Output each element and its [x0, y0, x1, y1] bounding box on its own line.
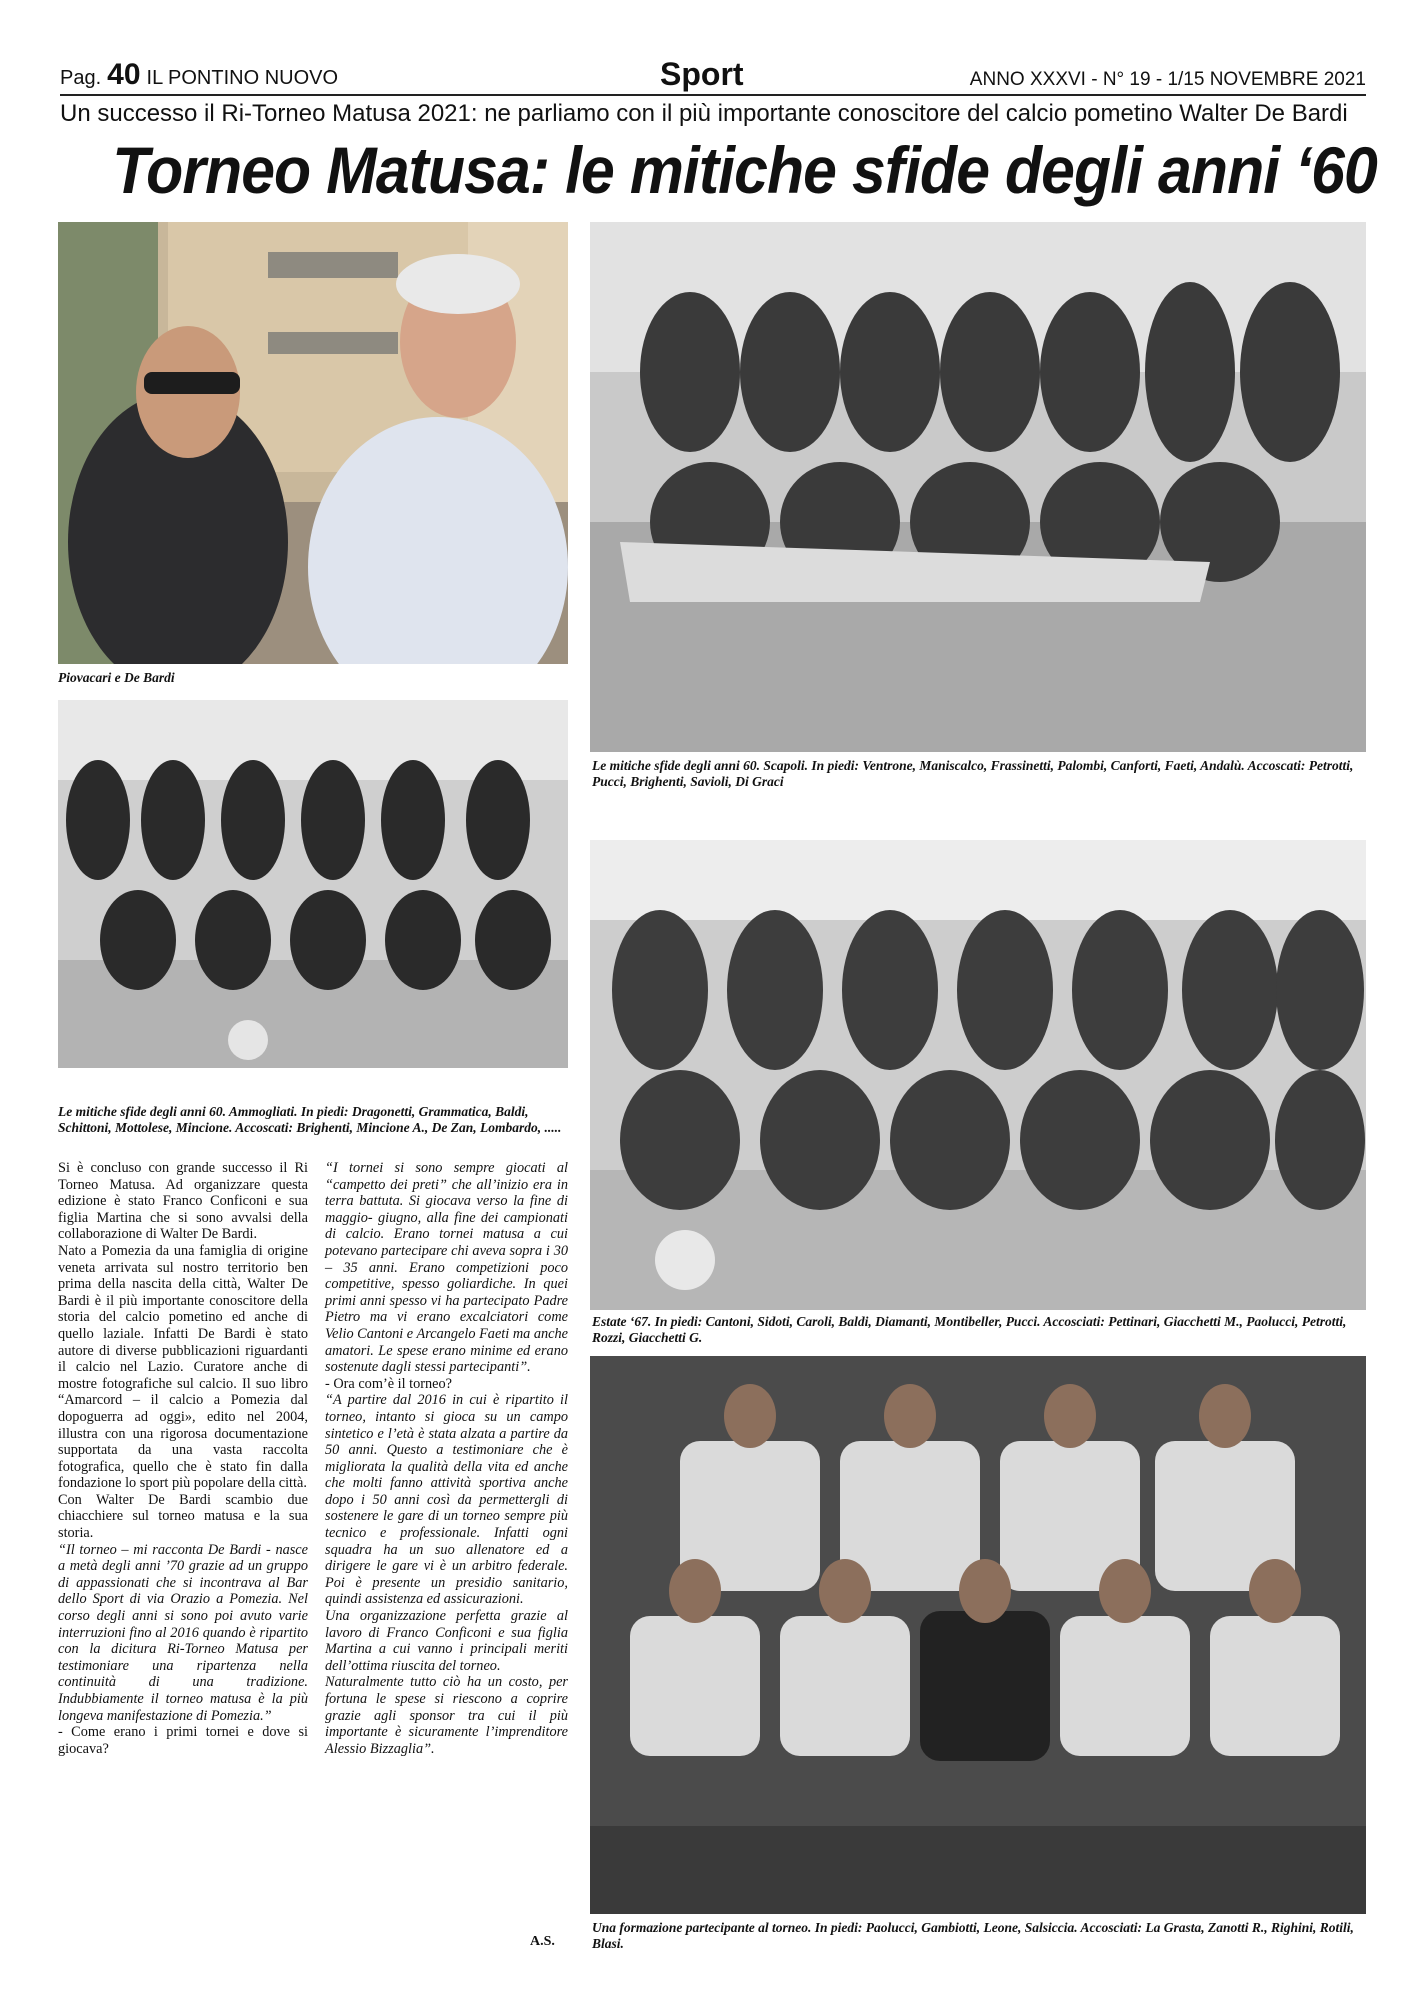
photo-scapoli: [590, 222, 1366, 752]
article-paragraph: Naturalmente tutto ciò ha un costo, per fortuna le spese si riescono a coprire grazie agli sponsor tra cui il più importante è sicuramente l’imprenditore Alessio Bizzaglia”.: [325, 1674, 568, 1757]
caption-scapoli: Le mitiche sfide degli anni 60. Scapoli. In piedi: Ventrone, Maniscalco, Frassinetti, Palombi, Canforti, Faeti, Andalù. Accoscati: Petrotti, Pucci, Brighenti, Savioli, Di Graci: [592, 758, 1354, 789]
article-column-left: [58, 1160, 308, 1757]
publication-name: IL PONTINO NUOVO: [146, 67, 339, 89]
issue-info: ANNO XXXVI - N° 19 - 1/15 NOVEMBRE 2021: [969, 69, 1366, 90]
article-signature: A.S.: [530, 1934, 555, 1949]
caption-estate-67: Estate ‘67. In piedi: Cantoni, Sidoti, Caroli, Baldi, Diamanti, Montibeller, Pucci. Accosciati: Pettinari, Giacchetti M., Paolucci, Petrotti, Rozzi, Giacchetti G.: [592, 1314, 1347, 1345]
page-number: 40: [107, 58, 141, 91]
article-subtitle: Un successo il Ri-Torneo Matusa 2021: ne parliamo con il più importante conoscitore del calcio pometino Walter De Bardi: [60, 100, 1348, 127]
photo-estate-67: [590, 840, 1366, 1310]
article-paragraph: Con Walter De Bardi scambio due chiacchiere sul torneo matusa e la sua storia.: [58, 1491, 308, 1542]
article-paragraph: “A partire dal 2016 in cui è ripartito il torneo, intanto si gioca su un campo sintetico e l’età è stata alzata a partire da 50 anni. Questo a testimoniare che è migliorata la qualità della vita ed anche che molti fanno attività sportiva anche dopo i 50 anni così da permettergli di sostenere le gare di un torneo sempre più tecnico e professionale. Infatti ogni squadra ha un suo allenatore ed a dirigere le gare vi è un arbitro federale. Poi è presente un presidio sanitario, quindi assistenza ed assicurazioni.: [325, 1392, 568, 1608]
article-headline: Torneo Matusa: le mitiche sfide degli anni ‘60: [112, 133, 1377, 207]
caption-portrait: Piovacari e De Bardi: [58, 670, 175, 685]
page-prefix: Pag.: [60, 67, 102, 89]
page-header: [60, 58, 1366, 96]
article-paragraph: Si è concluso con grande successo il Ri Torneo Matusa. Ad organizzare questa edizione è stato Franco Conficoni e sua figlia Martina che si sono avvalsi della collaborazione di Walter De Bardi.: [58, 1160, 308, 1243]
caption-formazione: Una formazione partecipante al torneo. In piedi: Paolucci, Gambiotti, Leone, Salsiccia. Accosciati: La Grasta, Zanotti R., Righini, Rotili, Blasi.: [592, 1920, 1354, 1951]
article-paragraph: “I tornei si sono sempre giocati al “campetto dei preti” che all’inizio era in terra battuta. Si giocava verso la fine di maggio- giugno, alla fine dei campionati di calcio. Erano tornei matusa a cui potevano partecipare chi aveva sopra i 30 – 35 anni. Erano competizioni poco competitive, spesso goliardiche. In quei primi anni spesso vi ha partecipato Padre Pietro ma vi erano excalciatori come Velio Cantoni e Arcangelo Faeti ma anche amatori. Le spese erano minime ed erano sostenute dagli stessi partecipanti”.: [325, 1160, 568, 1376]
article-paragraph: - Come erano i primi tornei e dove si giocava?: [58, 1724, 308, 1757]
article-paragraph: Una organizzazione perfetta grazie al lavoro di Franco Conficoni e sua figlia Martina a cui vanno i principali meriti dell’ottima riuscita del torneo.: [325, 1608, 568, 1674]
article-paragraph: “Il torneo – mi racconta De Bardi - nasce a metà degli anni ’70 grazie ad un gruppo di appassionati che si incontrava al Bar dello Sport di via Orazio a Pomezia. Nel corso degli anni si sono poi avuto varie interruzioni fino al 2016 quando è ripartito con la dicitura Ri-Torneo Matusa per testimoniare una ripartenza nella continuità di una tradizione. Indubbiamente il torneo matusa è la più longeva manifestazione di Pomezia.”: [58, 1541, 308, 1724]
article-paragraph: - Ora com’è il torneo?: [325, 1375, 453, 1392]
photo-portrait: [58, 222, 568, 664]
photo-formazione: [590, 1356, 1366, 1914]
article-paragraph: Nato a Pomezia da una famiglia di origine veneta arrivata sul nostro territorio ben prima della nascita della città, Walter De Bardi è il più importante conoscitore della storia del calcio pometino ed anche di quello laziale. Infatti De Bardi è stato autore di diverse pubblicazioni riguardanti il calcio nel Lazio. Curatore anche di mostre fotografiche sul calcio. Il suo libro “Amarcord – il calcio a Pomezia dal dopoguerra ad oggi», edito nel 2004, illustra con una rigorosa documentazione supportata da una vasta raccolta fotografica, quello che è stato fin dalla fondazione lo sport più popolare della città.: [58, 1242, 308, 1492]
article-column-right: [325, 1160, 568, 1757]
caption-ammogliati: Le mitiche sfide degli anni 60. Ammogliati. In piedi: Dragonetti, Grammatica, Baldi, Schittoni, Mottolese, Mincione. Accoscati: Brighenti, Mincione A., De Zan, Lombardo, .....: [58, 1104, 562, 1135]
photo-ammogliati: [58, 700, 568, 1068]
page-number-block: [60, 58, 338, 92]
section-title: Sport: [660, 56, 744, 92]
